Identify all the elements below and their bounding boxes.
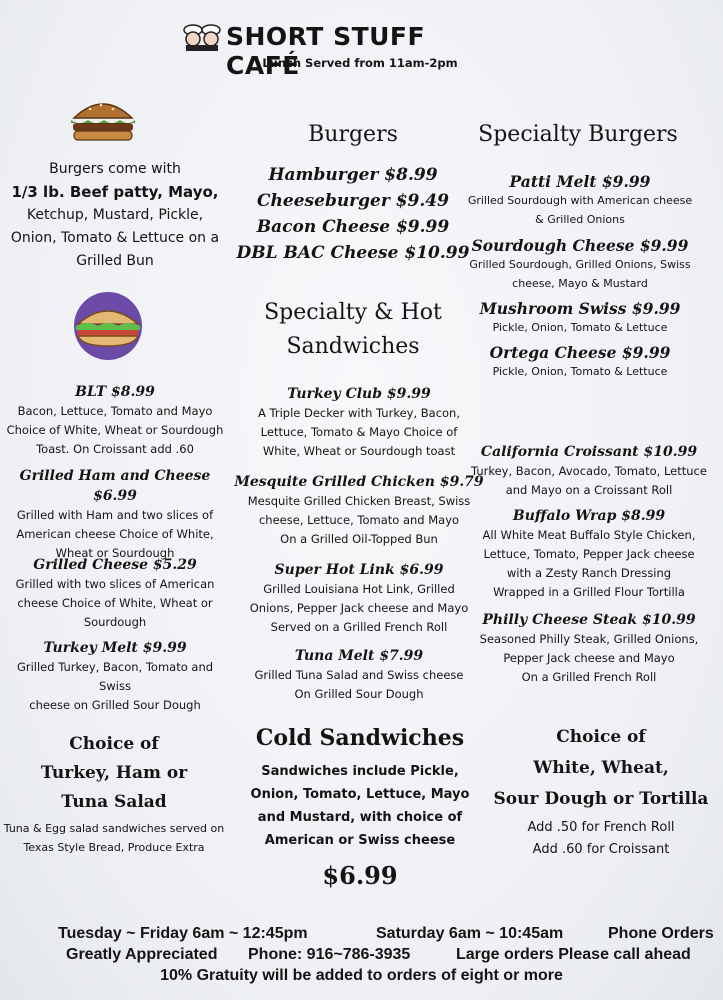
menu-item-desc: Grilled Tuna Salad and Swiss cheese <box>254 668 464 682</box>
menu-item-name: Mushroom Swiss $9.99 <box>479 299 681 318</box>
footer-phone: Phone: 916~786-3935 <box>248 946 411 963</box>
choice-line: Choice of <box>69 734 159 754</box>
menu-item-grilled-cheese <box>0 555 230 632</box>
burger-info-line: Grilled Bun <box>76 253 154 269</box>
menu-item-desc: Grilled Sourdough with American cheese <box>467 194 693 207</box>
menu-item-desc: On a Grilled Oil-Topped Bun <box>280 532 438 546</box>
burger-icon <box>68 96 138 144</box>
choice-line: Choice of <box>556 727 646 747</box>
choice-line: Sour Dough or Tortilla <box>493 789 709 809</box>
menu-item-name: Turkey Melt $9.99 <box>43 640 187 656</box>
menu-item-desc: All White Meat Buffalo Style Chicken, <box>482 528 696 542</box>
cold-heading: Cold Sandwiches <box>255 725 465 751</box>
menu-item-name: Sourdough Cheese $9.99 <box>471 236 689 255</box>
burger-info-line: 1/3 lb. Beef patty, Mayo, <box>11 183 219 201</box>
menu-item-desc: A Triple Decker with Turkey, Bacon, <box>258 406 460 420</box>
menu-item-name: Super Hot Link $6.99 <box>274 562 444 578</box>
menu-item-desc: Wrapped in a Grilled Flour Tortilla <box>493 585 685 599</box>
menu-item-desc: Pickle, Onion, Tomato & Lettuce <box>492 321 668 334</box>
cold-desc: Sandwiches include Pickle, <box>261 764 459 779</box>
footer-appreciated: Greatly Appreciated <box>66 946 218 963</box>
menu-item-turkey-club <box>234 384 484 461</box>
menu-item-name: Patti Melt $9.99 <box>509 172 651 191</box>
heading-line: Specialty & Hot <box>264 300 442 325</box>
menu-item-desc: Pickle, Onion, Tomato & Lettuce <box>492 365 668 378</box>
menu-item-tuna-melt <box>234 646 484 704</box>
menu-item-desc: Lettuce, Tomato & Mayo Choice of <box>260 425 458 439</box>
menu-item-desc: cheese Choice of White, Wheat or <box>17 596 213 610</box>
menu-item-desc: Lettuce, Tomato, Pepper Jack cheese <box>483 547 695 561</box>
cold-desc: American or Swiss cheese <box>264 833 456 848</box>
menu-item-desc: Turkey, Bacon, Avocado, Tomato, Lettuce <box>471 464 707 478</box>
choice-desc: Texas Style Bread, Produce Extra <box>23 841 205 854</box>
menu-item-mesquite-chicken <box>230 472 488 549</box>
menu-item-name: Mesquite Grilled Chicken $9.79 <box>234 474 484 490</box>
menu-item-desc: cheese, Mayo & Mustard <box>512 277 648 290</box>
specialty-burgers-heading: Specialty Burgers <box>478 122 678 147</box>
menu-item-name: Bacon Cheese $9.99 <box>256 217 450 237</box>
menu-item-desc: Seasoned Philly Steak, Grilled Onions, <box>479 632 699 646</box>
footer-gratuity: 10% Gratuity will be added to orders of eight or more <box>160 967 563 984</box>
menu-item-desc: Pepper Jack cheese and Mayo <box>503 651 675 665</box>
menu-item-desc: On a Grilled French Roll <box>521 670 657 684</box>
cafe-title: SHORT STUFF CAFÉ <box>226 22 426 80</box>
burger-info-line: Burgers come with <box>49 161 181 177</box>
menu-item-desc: Choice of White, Wheat or Sourdough <box>6 423 224 437</box>
burger-info <box>10 158 220 273</box>
burger-list <box>228 162 478 266</box>
choice-line: Turkey, Ham or <box>40 763 188 783</box>
burger-info-line: Ketchup, Mustard, Pickle, <box>26 207 204 223</box>
menu-item-desc: White, Wheat or Sourdough toast <box>262 444 456 458</box>
menu-item-buffalo-wrap <box>466 506 712 602</box>
heading-line: Sandwiches <box>286 334 420 359</box>
menu-item-desc: & Grilled Onions <box>535 213 625 226</box>
menu-item-desc: On Grilled Sour Dough <box>294 687 424 701</box>
menu-item-name: Buffalo Wrap $8.99 <box>512 508 666 524</box>
menu-item-name: Ortega Cheese $9.99 <box>489 343 671 362</box>
choice-desc: Add .60 for Croissant <box>532 842 670 857</box>
menu-item-desc: Served on a Grilled French Roll <box>270 620 448 634</box>
menu-item-desc: Wheat or Sourdough <box>55 546 175 560</box>
burger-info-line: Onion, Tomato & Lettuce on a <box>10 230 220 246</box>
menu-item-desc: and Mayo on a Croissant Roll <box>505 483 673 497</box>
menu-item-desc: Grilled Turkey, Bacon, Tomato and Swiss <box>16 660 214 693</box>
specialty-burger-item <box>460 343 700 381</box>
cold-desc: and Mustard, with choice of <box>257 810 463 825</box>
choice-line: White, Wheat, <box>533 758 669 778</box>
menu-item-desc: cheese, Lettuce, Tomato and Mayo <box>258 513 460 527</box>
menu-item-name: Grilled Cheese $5.29 <box>33 557 197 573</box>
choice-line: Tuna Salad <box>61 792 167 812</box>
menu-item-desc: Grilled Sourdough, Grilled Onions, Swiss <box>469 258 691 271</box>
menu-item-name: Hamburger $8.99 <box>268 165 438 185</box>
menu-item-blt <box>0 382 230 459</box>
hot-sandwiches-heading <box>228 296 478 364</box>
footer-hours-weekday: Tuesday ~ Friday 6am ~ 12:45pm <box>58 925 308 942</box>
menu-item-desc: Grilled with Ham and two slices of <box>16 508 214 522</box>
menu-item-name: Tuna Melt $7.99 <box>294 648 424 664</box>
menu-item-name: DBL BAC Cheese $10.99 <box>236 243 470 263</box>
footer-hours-saturday: Saturday 6am ~ 10:45am <box>376 925 564 942</box>
specialty-burger-item <box>460 236 700 293</box>
specialty-burger-item <box>460 299 700 337</box>
menu-item-name: Turkey Club $9.99 <box>287 386 431 402</box>
menu-item-desc: with a Zesty Ranch Dressing <box>506 566 672 580</box>
menu-item-desc: Grilled Louisiana Hot Link, Grilled <box>263 582 455 596</box>
menu-item-desc: Sourdough <box>83 615 147 629</box>
sandwich-icon <box>68 290 148 362</box>
cold-price: $6.99 <box>322 861 398 890</box>
burgers-heading: Burgers <box>308 122 398 147</box>
menu-item-name: Philly Cheese Steak $10.99 <box>482 612 696 628</box>
menu-item-desc: Mesquite Grilled Chicken Breast, Swiss <box>247 494 471 508</box>
menu-item-desc: Bacon, Lettuce, Tomato and Mayo <box>17 404 213 418</box>
lunch-hours: Lunch Served from 11am-2pm <box>262 56 458 70</box>
menu-item-desc: Toast. On Croissant add .60 <box>36 442 194 456</box>
menu-item-name: Grilled Ham and Cheese $6.99 <box>19 468 211 504</box>
chef-logo-icon <box>180 22 224 52</box>
menu-item-california-croissant <box>466 442 712 500</box>
cold-sandwiches <box>232 722 488 894</box>
choice-right <box>488 722 714 861</box>
cold-desc: Onion, Tomato, Lettuce, Mayo <box>250 787 470 802</box>
footer-large-orders: Large orders Please call ahead <box>456 946 691 963</box>
menu-item-turkey-melt <box>0 638 230 715</box>
menu-item-name: California Croissant $10.99 <box>480 444 698 460</box>
menu-item-name: Cheeseburger $9.49 <box>257 191 449 211</box>
menu-item-desc: cheese on Grilled Sour Dough <box>29 698 201 712</box>
menu-item-name: BLT $8.99 <box>75 384 155 400</box>
menu-item-grilled-ham <box>0 466 230 563</box>
choice-desc: Add .50 for French Roll <box>527 820 675 835</box>
menu-item-desc: American cheese Choice of White, <box>16 527 214 541</box>
menu-item-philly-cheese-steak <box>466 610 712 687</box>
choice-desc: Tuna & Egg salad sandwiches served on <box>3 822 225 835</box>
menu-item-desc: Onions, Pepper Jack cheese and Mayo <box>249 601 469 615</box>
menu-item-desc: Grilled with two slices of American <box>15 577 215 591</box>
choice-left <box>0 730 228 857</box>
specialty-burger-item <box>460 172 700 229</box>
footer-phone-orders: Phone Orders <box>608 925 714 942</box>
menu-item-super-hot-link <box>234 560 484 637</box>
